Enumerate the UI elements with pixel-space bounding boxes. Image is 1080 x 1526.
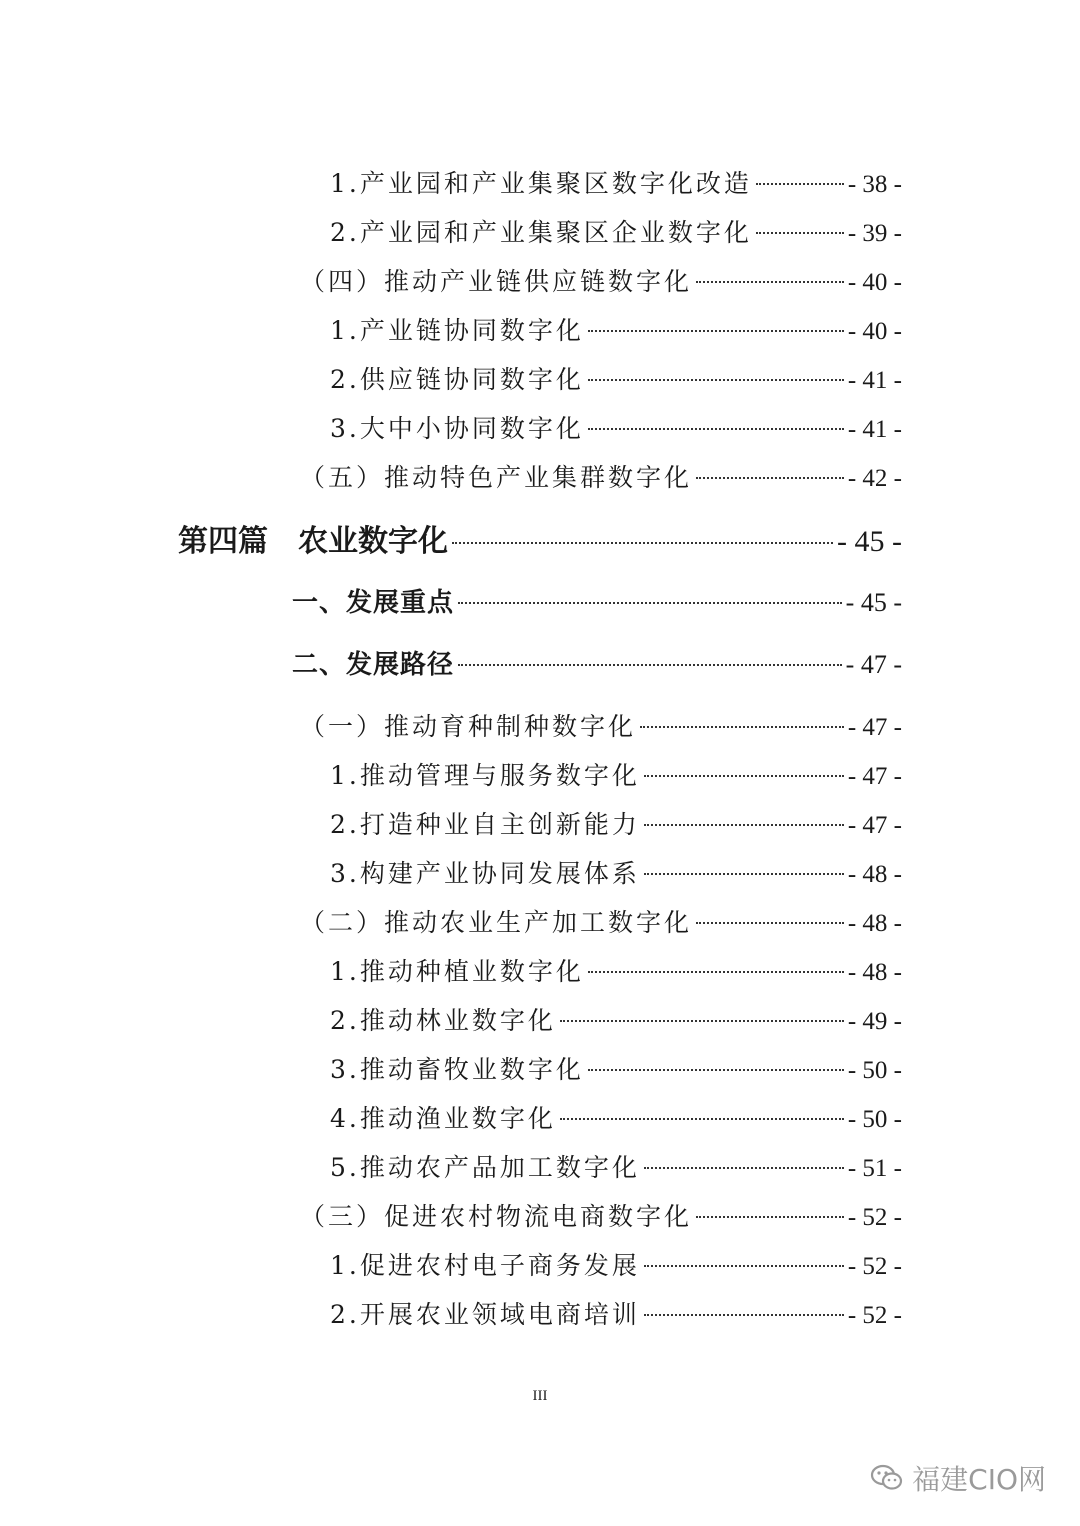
toc-entry-page: - 47 - <box>845 650 902 679</box>
toc-entry-title: 3.推动畜牧业数字化 <box>330 1055 584 1084</box>
toc-entry-title: 一、发展重点 <box>292 588 455 618</box>
dot-leader <box>696 281 844 283</box>
toc-entry <box>330 360 902 400</box>
toc-entry-title: 2.推动林业数字化 <box>330 1006 556 1035</box>
toc-entry <box>330 1246 902 1286</box>
dot-leader <box>756 232 844 234</box>
toc-entry <box>330 213 902 253</box>
toc-entry-page: - 47 - <box>847 812 902 839</box>
toc-entry <box>292 583 902 623</box>
dot-leader <box>588 428 844 430</box>
toc-entry-page: - 40 - <box>847 269 902 296</box>
toc-entry-page: - 50 - <box>847 1106 902 1133</box>
toc-entry-title: （四）推动产业链供应链数字化 <box>300 267 693 296</box>
toc-entry-page: - 39 - <box>847 220 902 247</box>
toc-entry-title: 2.供应链协同数字化 <box>330 365 584 394</box>
toc-entry <box>330 409 902 449</box>
toc-entry-page: - 50 - <box>847 1057 902 1084</box>
toc-entry <box>178 519 902 565</box>
toc-entry-page: - 38 - <box>847 171 902 198</box>
toc-entry <box>330 1001 902 1041</box>
toc-entry-page: - 41 - <box>847 367 902 394</box>
toc-entry <box>330 311 902 351</box>
dot-leader <box>458 602 842 604</box>
toc-entry-title: 2.产业园和产业集聚区企业数字化 <box>330 218 752 247</box>
dot-leader <box>640 726 844 728</box>
toc-entry-title: 3.构建产业协同发展体系 <box>330 859 640 888</box>
dot-leader <box>588 971 844 973</box>
toc-entry <box>330 756 902 796</box>
dot-leader <box>644 873 844 875</box>
wechat-icon <box>870 1463 904 1493</box>
dot-leader <box>644 1314 844 1316</box>
toc-entry-title: 1.产业园和产业集聚区数字化改造 <box>330 169 752 198</box>
toc-entry-page: - 45 - <box>845 588 902 617</box>
toc-entry-page: - 48 - <box>847 959 902 986</box>
toc-entry <box>330 1295 902 1335</box>
toc-entry-title: 1.产业链协同数字化 <box>330 316 584 345</box>
toc-entry <box>300 903 902 943</box>
dot-leader <box>644 775 844 777</box>
toc-entry-page: - 49 - <box>847 1008 902 1035</box>
toc-entry-page: - 52 - <box>847 1253 902 1280</box>
dot-leader <box>644 1167 844 1169</box>
toc-entry <box>330 1050 902 1090</box>
toc-entry-page: - 52 - <box>847 1302 902 1329</box>
toc-entry-page: - 52 - <box>847 1204 902 1231</box>
toc-entry <box>330 805 902 845</box>
dot-leader <box>756 183 844 185</box>
toc-entry-page: - 47 - <box>847 714 902 741</box>
toc-entry <box>300 458 902 498</box>
toc-entry-title: 5.推动农产品加工数字化 <box>330 1153 640 1182</box>
dot-leader <box>696 922 844 924</box>
toc-entry-title: 2.开展农业领域电商培训 <box>330 1300 640 1329</box>
toc-entry <box>300 707 902 747</box>
toc-entry-title: 1.促进农村电子商务发展 <box>330 1251 640 1280</box>
dot-leader <box>588 330 844 332</box>
toc-entry-title: 3.大中小协同数字化 <box>330 414 584 443</box>
toc-entry <box>300 262 902 302</box>
toc-entry-title: 第四篇 农业数字化 <box>178 524 448 559</box>
toc-entry-page: - 41 - <box>847 416 902 443</box>
toc-entry-title: 1.推动管理与服务数字化 <box>330 761 640 790</box>
toc-entry-page: - 51 - <box>847 1155 902 1182</box>
toc-entry <box>292 645 902 685</box>
toc-entry-page: - 48 - <box>847 910 902 937</box>
toc-entry-title: 1.推动种植业数字化 <box>330 957 584 986</box>
dot-leader <box>644 1265 844 1267</box>
toc-entry <box>330 854 902 894</box>
toc-entry-title: （一）推动育种制种数字化 <box>300 712 637 741</box>
dot-leader <box>588 1069 844 1071</box>
watermark-text: 福建CIO网 <box>912 1463 1046 1496</box>
dot-leader <box>588 379 844 381</box>
toc-entry-page: - 45 - <box>837 525 902 558</box>
dot-leader <box>560 1020 844 1022</box>
dot-leader <box>458 664 842 666</box>
toc-entry-title: 2.打造种业自主创新能力 <box>330 810 640 839</box>
toc-entry-title: （五）推动特色产业集群数字化 <box>300 463 693 492</box>
watermark <box>870 1458 1046 1498</box>
toc-entry <box>300 1197 902 1237</box>
toc-entry <box>330 164 902 204</box>
dot-leader <box>644 824 844 826</box>
dot-leader <box>560 1118 844 1120</box>
toc-entry-page: - 48 - <box>847 861 902 888</box>
toc-entry-page: - 40 - <box>847 318 902 345</box>
page-number: III <box>532 1388 548 1404</box>
toc-entry <box>330 952 902 992</box>
toc-entry-page: - 42 - <box>847 465 902 492</box>
toc-entry <box>330 1099 902 1139</box>
dot-leader <box>696 477 844 479</box>
toc-entry-title: （三）促进农村物流电商数字化 <box>300 1202 693 1231</box>
toc-entry-title: 二、发展路径 <box>292 650 455 680</box>
dot-leader <box>452 542 833 544</box>
toc-entry <box>330 1148 902 1188</box>
toc-entry-title: 4.推动渔业数字化 <box>330 1104 556 1133</box>
toc-entry-title: （二）推动农业生产加工数字化 <box>300 908 693 937</box>
dot-leader <box>696 1216 844 1218</box>
toc-entry-page: - 47 - <box>847 763 902 790</box>
